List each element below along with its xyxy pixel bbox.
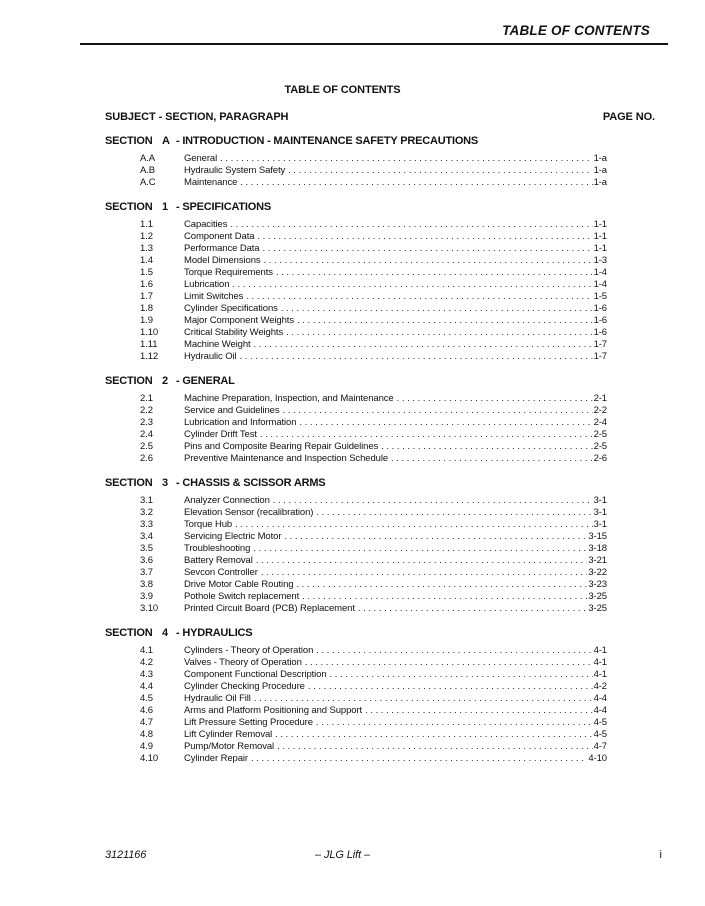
dot-leader [308,681,593,693]
entry-title: Lift Cylinder Removal [184,729,273,740]
entry-page-number: 2-1 [593,393,607,404]
entry-title: Machine Preparation, Inspection, and Maintenance [184,393,394,404]
entry-page-number: 1-6 [593,303,607,314]
dot-leader [281,303,593,315]
entry-page-number: 4-1 [593,657,607,668]
entry-title: Pump/Motor Removal [184,741,275,752]
toc-entry [140,291,607,303]
entry-title: Cylinder Specifications [184,303,278,314]
entry-page-number: 4-4 [593,693,607,704]
entry-number: 2.6 [140,453,153,464]
entry-number: A.A [140,153,156,164]
toc-entry [140,543,607,555]
section-label: SECTION [105,201,153,213]
entry-title: Servicing Electric Motor [184,531,282,542]
dot-leader [305,657,593,669]
entry-page-number: 1-5 [593,291,607,302]
footer-part-number: 3121166 [105,849,147,861]
dot-leader [297,315,593,327]
section-number: 1 [162,201,168,213]
dot-leader [261,567,588,579]
dot-leader [365,705,592,717]
column-headers [105,111,655,123]
dot-leader [296,579,587,591]
toc-entry [140,519,607,531]
entry-page-number: 4-1 [593,669,607,680]
entry-number: 4.4 [140,681,153,692]
entry-title: Valves - Theory of Operation [184,657,302,668]
dot-leader [381,441,592,453]
toc-entry [140,267,607,279]
dot-leader [288,165,592,177]
entry-title: Hydraulic Oil [184,351,237,362]
entry-number: 2.2 [140,405,153,416]
section-title: - GENERAL [176,375,235,387]
page-footer [0,849,705,865]
dot-leader [230,219,592,231]
entry-page-number: 2-5 [593,429,607,440]
dot-leader [264,255,593,267]
entry-page-number: 1-a [593,177,607,188]
toc-entry [140,693,607,705]
toc-entry [140,315,607,327]
dot-leader [240,351,593,363]
entry-page-number: 4-4 [593,705,607,716]
entry-page-number: 1-1 [593,231,607,242]
entry-title: Cylinders - Theory of Operation [184,645,314,656]
footer-center-text: – JLG Lift – [314,849,371,861]
toc-entry [140,657,607,669]
toc-entry [140,279,607,291]
section-entries [140,153,607,189]
page-title: TABLE OF CONTENTS [284,84,401,96]
entry-title: Component Data [184,231,255,242]
section-heading [105,627,705,640]
entry-number: 2.4 [140,429,153,440]
toc-entry [140,495,607,507]
toc-entry [140,405,607,417]
entry-page-number: 1-6 [593,315,607,326]
toc-entry [140,729,607,741]
entry-number: 1.7 [140,291,153,302]
entry-title: Analyzer Connection [184,495,270,506]
section-entries [140,495,607,615]
entry-page-number: 3-18 [588,543,607,554]
entry-number: 3.4 [140,531,153,542]
entry-page-number: 4-5 [593,717,607,728]
entry-title: Lubrication and Information [184,417,297,428]
entry-title: Troubleshooting [184,543,251,554]
section-heading [105,375,705,388]
toc-section [0,375,705,465]
entry-number: 4.5 [140,693,153,704]
section-heading [105,477,705,490]
toc-entry [140,453,607,465]
entry-number: 1.9 [140,315,153,326]
entry-title: Elevation Sensor (recalibration) [184,507,314,518]
toc-entry [140,681,607,693]
dot-leader [235,519,592,531]
entry-page-number: 3-1 [593,495,607,506]
toc-entry [140,753,607,765]
entry-title: Lift Pressure Setting Procedure [184,717,313,728]
entry-number: 1.2 [140,231,153,242]
section-number: 4 [162,627,168,639]
entry-page-number: 3-25 [588,603,607,614]
entry-page-number: 1-1 [593,243,607,254]
toc-entry [140,417,607,429]
toc-entry [140,243,607,255]
entry-page-number: 3-23 [588,579,607,590]
section-number: A [162,135,170,147]
entry-title: Component Functional Description [184,669,327,680]
column-header-subject: SUBJECT - SECTION, PARAGRAPH [105,111,289,123]
toc-entry [140,531,607,543]
dot-leader [330,669,593,681]
section-title: - SPECIFICATIONS [176,201,271,213]
section-entries [140,393,607,465]
toc-entry [140,393,607,405]
entry-number: 4.7 [140,717,153,728]
entry-number: 1.12 [140,351,159,362]
entry-number: A.B [140,165,156,176]
dot-leader [240,177,592,189]
entry-number: 3.9 [140,591,153,602]
entry-number: 4.3 [140,669,153,680]
toc-section [0,477,705,615]
section-entries [140,645,607,765]
entry-title: Major Component Weights [184,315,294,326]
entry-number: 1.3 [140,243,153,254]
entry-number: 1.10 [140,327,159,338]
section-entries [140,219,607,363]
toc-entry [140,579,607,591]
sections-list [0,135,705,765]
entry-number: 3.5 [140,543,153,554]
toc-entry [140,339,607,351]
entry-number: 4.9 [140,741,153,752]
dot-leader [299,417,592,429]
entry-page-number: 1-7 [593,351,607,362]
dot-leader [316,717,593,729]
toc-entry [140,603,607,615]
entry-title: Maintenance [184,177,238,188]
toc-entry [140,219,607,231]
entry-page-number: 3-25 [588,591,607,602]
entry-page-number: 1-a [593,153,607,164]
toc-entry [140,567,607,579]
toc-section [0,201,705,363]
entry-title: Preventive Maintenance and Inspection Schedule [184,453,389,464]
toc-entry [140,231,607,243]
entry-page-number: 4-5 [593,729,607,740]
toc-entry [140,705,607,717]
section-title: - INTRODUCTION - MAINTENANCE SAFETY PRECAUTIONS [176,135,479,147]
entry-title: Cylinder Repair [184,753,248,764]
entry-title: Sevcon Controller [184,567,258,578]
dot-leader [254,339,593,351]
entry-title: Torque Hub [184,519,233,530]
header-rule [80,43,668,45]
entry-title: Capacities [184,219,228,230]
toc-entry [140,177,607,189]
entry-title: Machine Weight [184,339,251,350]
entry-number: 1.11 [140,339,158,350]
entry-title: Hydraulic Oil Fill [184,693,251,704]
dot-leader [358,603,588,615]
section-heading [105,135,705,148]
entry-title: General [184,153,218,164]
entry-number: 3.1 [140,495,153,506]
dot-leader [257,231,592,243]
entry-number: 4.6 [140,705,153,716]
toc-entry [140,717,607,729]
dot-leader [397,393,593,405]
entry-number: 4.8 [140,729,153,740]
entry-page-number: 3-15 [588,531,607,542]
entry-page-number: 4-2 [593,681,607,692]
entry-title: Model Dimensions [184,255,261,266]
entry-page-number: 2-4 [593,417,607,428]
section-title: - CHASSIS & SCISSOR ARMS [176,477,326,489]
dot-leader [232,279,592,291]
entry-page-number: 3-22 [588,567,607,578]
entry-number: 3.6 [140,555,153,566]
toc-entry [140,351,607,363]
entry-page-number: 1-6 [593,327,607,338]
toc-content [0,84,705,765]
section-label: SECTION [105,477,153,489]
section-number: 2 [162,375,168,387]
dot-leader [251,753,587,765]
entry-title: Printed Circuit Board (PCB) Replacement [184,603,355,614]
dot-leader [391,453,593,465]
entry-page-number: 1-3 [593,255,607,266]
entry-title: Pins and Composite Bearing Repair Guidelines [184,441,379,452]
entry-page-number: 2-2 [593,405,607,416]
entry-page-number: 4-10 [588,753,607,764]
entry-page-number: 1-1 [593,219,607,230]
entry-page-number: 3-21 [588,555,607,566]
entry-page-number: 1-a [593,165,607,176]
toc-section [0,627,705,765]
entry-page-number: 3-1 [593,519,607,530]
entry-title: Cylinder Drift Test [184,429,257,440]
column-header-page-no: PAGE NO. [602,111,655,123]
dot-leader [220,153,592,165]
dot-leader [302,591,587,603]
toc-entry [140,327,607,339]
dot-leader [286,327,592,339]
entry-title: Hydraulic System Safety [184,165,286,176]
dot-leader [283,405,593,417]
entry-page-number: 4-7 [593,741,607,752]
dot-leader [263,243,593,255]
entry-number: 4.2 [140,657,153,668]
entry-title: Critical Stability Weights [184,327,284,338]
entry-title: Battery Removal [184,555,253,566]
entry-number: 2.1 [140,393,153,404]
entry-title: Cylinder Checking Procedure [184,681,305,692]
dot-leader [275,729,592,741]
dot-leader [246,291,592,303]
toc-entry [140,591,607,603]
dot-leader [254,693,593,705]
toc-entry [140,153,607,165]
entry-number: 4.10 [140,753,159,764]
entry-page-number: 3-1 [593,507,607,518]
toc-entry [140,303,607,315]
entry-number: 1.1 [140,219,153,230]
toc-entry [140,165,607,177]
toc-entry [140,669,607,681]
dot-leader [273,495,593,507]
entry-number: 3.8 [140,579,153,590]
entry-title: Service and Guidelines [184,405,280,416]
dot-leader [256,555,588,567]
entry-title: Performance Data [184,243,260,254]
entry-title: Torque Requirements [184,267,273,278]
entry-title: Pothole Switch replacement [184,591,300,602]
entry-number: 1.8 [140,303,153,314]
entry-title: Arms and Platform Positioning and Support [184,705,363,716]
entry-page-number: 1-4 [593,279,607,290]
entry-number: 3.7 [140,567,153,578]
toc-entry [140,441,607,453]
dot-leader [316,507,592,519]
toc-entry [140,645,607,657]
entry-page-number: 4-1 [593,645,607,656]
entry-title: Drive Motor Cable Routing [184,579,294,590]
entry-page-number: 1-7 [593,339,607,350]
entry-number: A.C [140,177,156,188]
entry-number: 4.1 [140,645,153,656]
entry-number: 1.5 [140,267,153,278]
footer-page-number: i [659,849,662,861]
section-number: 3 [162,477,168,489]
entry-number: 2.5 [140,441,153,452]
dot-leader [253,543,587,555]
dot-leader [277,741,592,753]
toc-entry [140,741,607,753]
entry-number: 1.4 [140,255,153,266]
entry-title: Lubrication [184,279,230,290]
entry-page-number: 1-4 [593,267,607,278]
toc-entry [140,555,607,567]
dot-leader [276,267,593,279]
section-title: - HYDRAULICS [176,627,253,639]
section-label: SECTION [105,375,153,387]
entry-number: 3.10 [140,603,159,614]
entry-number: 3.3 [140,519,153,530]
entry-number: 1.6 [140,279,153,290]
toc-entry [140,429,607,441]
section-label: SECTION [105,135,153,147]
dot-leader [284,531,587,543]
entry-page-number: 2-5 [593,441,607,452]
entry-title: Limit Switches [184,291,244,302]
toc-section [0,135,705,189]
dot-leader [316,645,592,657]
dot-leader [260,429,593,441]
running-header-title: TABLE OF CONTENTS [502,23,650,38]
entry-number: 3.2 [140,507,153,518]
section-heading [105,201,705,214]
toc-entry [140,507,607,519]
toc-entry [140,255,607,267]
section-label: SECTION [105,627,153,639]
entry-page-number: 2-6 [593,453,607,464]
entry-number: 2.3 [140,417,153,428]
